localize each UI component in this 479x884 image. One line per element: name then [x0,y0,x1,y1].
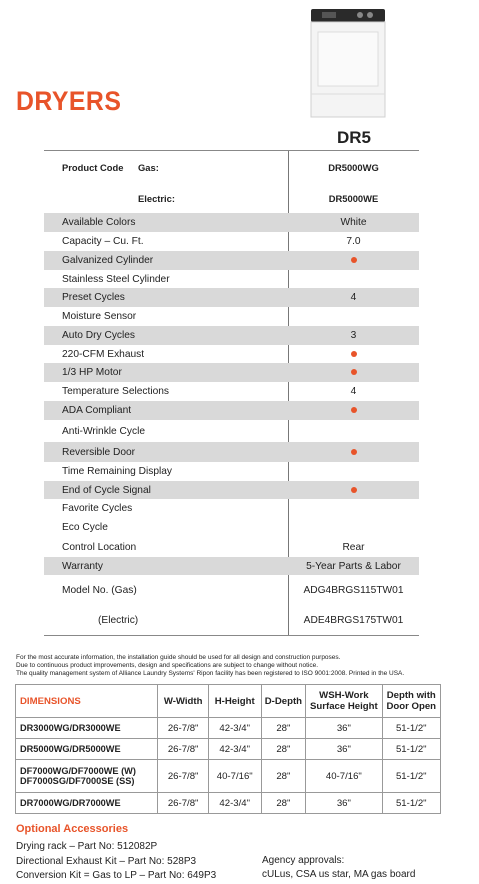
dimensions-value-cell: 26-7/8" [158,718,209,739]
dimensions-value-cell: 26-7/8" [158,760,209,793]
dimensions-row [16,760,441,793]
depth-door-open-header: Depth with Door Open [382,685,440,718]
dimensions-value-cell: 42-3/4" [208,739,261,760]
included-dot-icon [351,407,357,413]
spec-row-label: Capacity – Cu. Ft. [62,236,144,247]
spec-row [44,251,419,270]
spec-row [44,557,419,575]
spec-row [44,307,419,326]
spec-row-label: Temperature Selections [62,386,170,397]
accessories-title: Optional Accessories [16,823,129,835]
model-no-gas-row [44,575,419,605]
spec-row-label: Auto Dry Cycles [62,330,136,341]
dimensions-header-row [16,685,441,718]
included-dot-icon [351,351,357,357]
spec-row-value [288,367,419,378]
spec-row [44,382,419,401]
dimensions-model-cell: DF7000WG/DF7000WE (W) DF7000SG/DF7000SE (SS) [16,760,158,793]
model-no-electric-row [44,605,419,635]
spec-row [44,442,419,462]
spec-row-label: Moisture Sensor [62,311,137,322]
dimensions-value-cell: 36" [306,718,382,739]
included-dot-icon [351,257,357,263]
spec-row-value [288,255,419,266]
model-no-gas-value: ADG4BRGS115TW01 [303,584,404,596]
spec-row [44,363,419,382]
dimensions-model-cell: DR7000WG/DR7000WE [16,793,158,814]
spec-row-label: ADA Compliant [62,405,132,416]
spec-row-value [288,405,419,416]
spec-row-label: End of Cycle Signal [62,484,151,496]
spec-row-label: 220-CFM Exhaust [62,348,145,360]
note-line: The quality management system of Alliance Laundry Systems' Ripon facility has been registered to ISO 9001:2008. Printed in the USA. [16,670,405,677]
dimensions-row [16,793,441,814]
dimensions-value-cell: 40-7/16" [208,760,261,793]
dimensions-value-cell: 51-1/2" [382,760,440,793]
spec-row [44,401,419,420]
spec-row-value: 4 [350,292,357,303]
dimensions-row [16,739,441,760]
spec-row [44,481,419,499]
dimensions-value-cell: 28" [261,793,306,814]
page-title: DRYERS [16,86,122,116]
dimensions-table [15,684,441,814]
model-no-gas-label: Model No. (Gas) [62,584,137,596]
accessories-list [16,840,216,884]
spec-row-value [288,447,419,458]
dimensions-header: DIMENSIONS [16,685,158,718]
height-header: H-Height [208,685,261,718]
spec-row-value: 7.0 [346,236,361,247]
spec-row-label: Eco Cycle [62,522,108,533]
dimensions-row [16,718,441,739]
dimensions-value-cell: 40-7/16" [306,760,382,793]
dimensions-value-cell: 28" [261,760,306,793]
note-line: For the most accurate information, the installation guide should be used for all design and construction purposes. [16,654,341,661]
electric-code: DR5000WE [328,192,379,204]
dimensions-value-cell: 26-7/8" [158,739,209,760]
width-header: W-Width [158,685,209,718]
dimensions-model-cell: DR3000WG/DR3000WE [16,718,158,739]
product-code-gas-row [44,151,419,183]
dimensions-value-cell: 42-3/4" [208,793,261,814]
dimensions-value-cell: 42-3/4" [208,718,261,739]
accessory-item: Directional Exhaust Kit – Part No: 528P3 [16,855,197,867]
dimensions-value-cell: 51-1/2" [382,718,440,739]
spec-row-value: 3 [350,330,357,341]
spec-row-label: 1/3 HP Motor [62,367,122,378]
spec-row-label: Favorite Cycles [62,503,133,514]
spec-row [44,499,419,518]
dimensions-value-cell: 51-1/2" [382,739,440,760]
spec-row [44,420,419,442]
spec-row-label: Warranty [62,560,103,572]
dimensions-model-cell: DR5000WG/DR5000WE [16,739,158,760]
depth-header: D-Depth [261,685,306,718]
spec-row-label: Control Location [62,541,137,553]
gas-code: DR5000WG [328,161,379,173]
spec-row-label: Available Colors [62,217,136,228]
model-no-electric-label: (Electric) [98,614,139,626]
spec-row-value [288,349,419,360]
dimensions-value-cell: 28" [261,739,306,760]
spec-row-label: Galvanized Cylinder [62,255,154,266]
spec-row-label: Stainless Steel Cylinder [62,273,170,285]
product-code-electric-row [44,183,419,213]
dimensions-value-cell: 51-1/2" [382,793,440,814]
model-heading: DR5 [336,128,371,147]
agency-value: cULus, CSA us star, MA gas board [262,869,416,880]
spec-row-label: Preset Cycles [62,292,125,303]
dimensions-value-cell: 36" [306,739,382,760]
agency-label: Agency approvals: [262,855,345,866]
gas-label: Gas: [138,161,159,173]
spec-row [44,326,419,345]
spec-row [44,288,419,307]
spec-row [44,213,419,232]
dimensions-value-cell: 36" [306,793,382,814]
spec-row [44,462,419,481]
spec-row-value: Rear [342,541,365,553]
spec-table [44,150,419,636]
spec-row-value: White [340,217,367,228]
note-line: Due to continuous product improvements, design and specifications are subject to change without notice. [16,662,319,669]
spec-row-value: 5-Year Parts & Labor [306,560,401,572]
spec-row-value: 4 [350,386,357,397]
dimensions-value-cell: 26-7/8" [158,793,209,814]
spec-row [44,345,419,363]
accessory-item: Conversion Kit = Gas to LP – Part No: 649P3 [16,870,217,881]
accessory-item: Drying rack – Part No: 512082P [16,841,158,852]
spec-row [44,518,419,537]
spec-row [44,537,419,557]
included-dot-icon [351,487,357,493]
spec-row [44,270,419,288]
agency-approvals [262,854,415,882]
model-no-electric-value: ADE4BRGS175TW01 [303,614,404,626]
product-code-label: Product Code [62,161,124,173]
disclaimer-notes [16,654,476,678]
work-surface-height-header: WSH-Work Surface Height [306,685,382,718]
spec-row-label: Time Remaining Display [62,466,173,477]
dimensions-value-cell: 28" [261,718,306,739]
spec-row [44,232,419,251]
included-dot-icon [351,369,357,375]
included-dot-icon [351,449,357,455]
spec-row-value [288,485,419,496]
electric-label: Electric: [138,192,175,204]
dryer-product-image [310,8,386,118]
spec-row-label: Anti-Wrinkle Cycle [62,425,146,437]
spec-row-label: Reversible Door [62,446,136,458]
